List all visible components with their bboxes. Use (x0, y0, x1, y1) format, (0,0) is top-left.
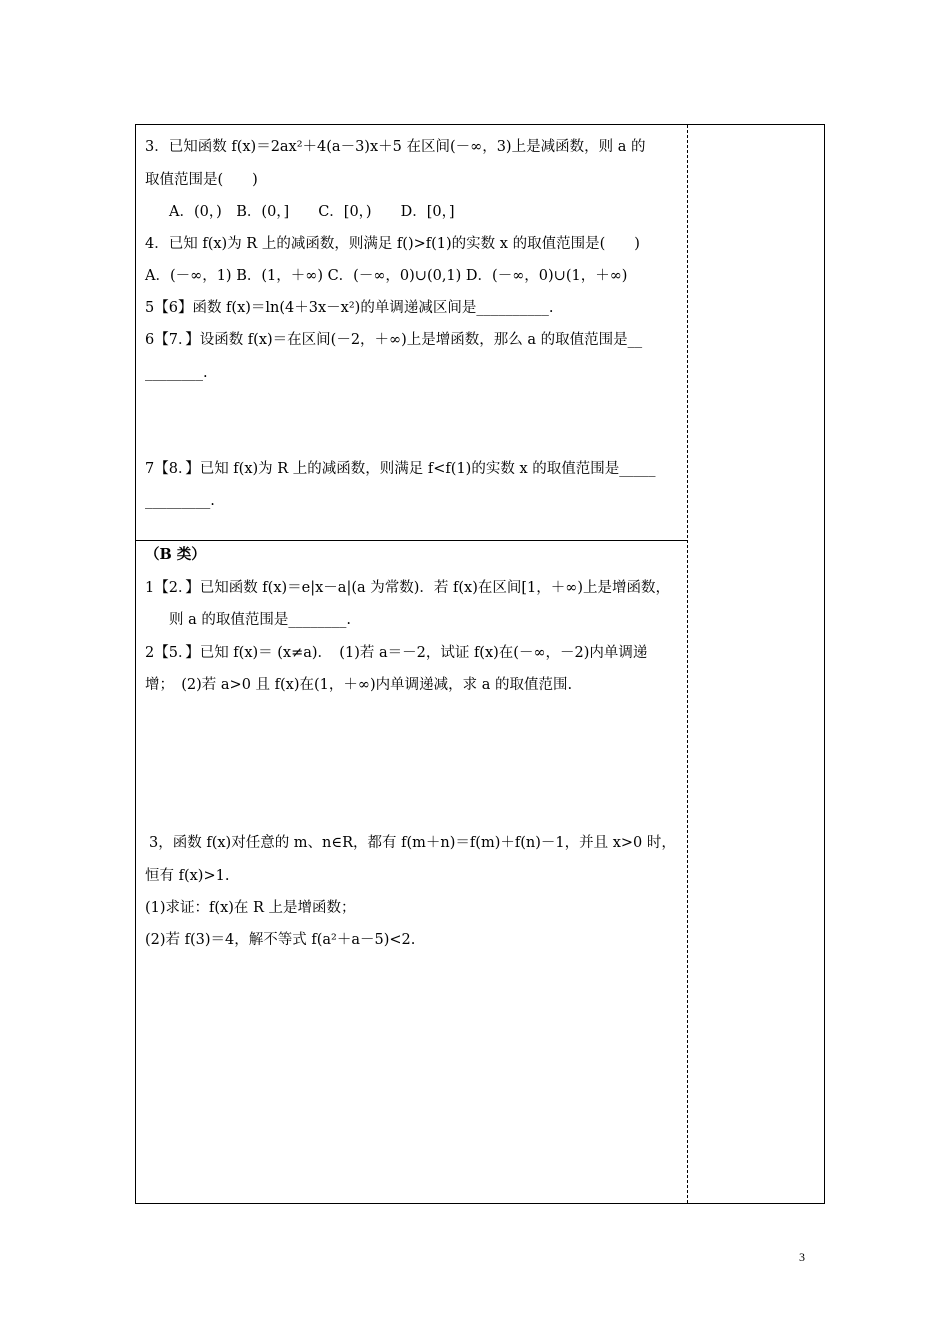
b-q1-line1: 1【2．】已知函数 f(x)＝e|x－a|(a 为常数)．若 f(x)在区间[1，＋∞)上是增函数， (145, 580, 670, 596)
q6-line2: ________. (145, 365, 208, 381)
b-q3-line2: 恒有 f(x)>1. (145, 868, 230, 884)
q7-line1: 7【8．】已知 f(x)为 R 上的减函数，则满足 f<f(1)的实数 x 的取值范围是_____ (145, 461, 656, 477)
q3-line1: 3．已知函数 f(x)＝2ax²＋4(a－3)x＋5 在区间(－∞，3)上是减函数，则 a 的 (145, 139, 646, 155)
q3-options: A．(0，) B．(0，] C．[0，) D．[0，] (169, 204, 455, 220)
b-q3-part1: (1)求证：f(x)在 R 上是增函数； (145, 900, 356, 916)
b-q3-line1: 3，函数 f(x)对任意的 m、n∈R，都有 f(m＋n)＝f(m)＋f(n)－1，并且 x>0 时， (149, 835, 676, 851)
worksheet-table (135, 124, 825, 1204)
q7-line2: _________. (145, 493, 215, 509)
q3-line2: 取值范围是( ) (145, 172, 258, 188)
row-divider (136, 540, 688, 541)
q6-line1: 6【7．】设函数 f(x)＝在区间(－2，＋∞)上是增函数，那么 a 的取值范围是__ (145, 332, 643, 348)
b-q2-line1: 2【5．】已知 f(x)＝ (x≠a)． (1)若 a＝－2，试证 f(x)在(－∞，－2)内单调递 (145, 645, 648, 661)
section-b-heading: （B 类） (145, 546, 206, 563)
column-divider (687, 125, 688, 1203)
page-number: 3 (799, 1250, 805, 1264)
b-q1-line2: 则 a 的取值范围是________. (169, 612, 351, 628)
q4-line1: 4．已知 f(x)为 R 上的减函数，则满足 f()>f(1)的实数 x 的取值范围是( ) (145, 236, 640, 252)
q4-options: A．(－∞，1) B．(1，＋∞) C．(－∞，0)∪(0,1) D．(－∞，0)∪(1，＋∞) (145, 268, 628, 284)
b-q2-line2: 增； (2)若 a>0 且 f(x)在(1，＋∞)内单调递减，求 a 的取值范围. (145, 677, 573, 693)
b-q3-part2: (2)若 f(3)＝4，解不等式 f(a²＋a－5)<2. (145, 932, 416, 948)
q5-line1: 5【6】函数 f(x)＝ln(4＋3x－x²)的单调递减区间是__________. (145, 300, 554, 316)
